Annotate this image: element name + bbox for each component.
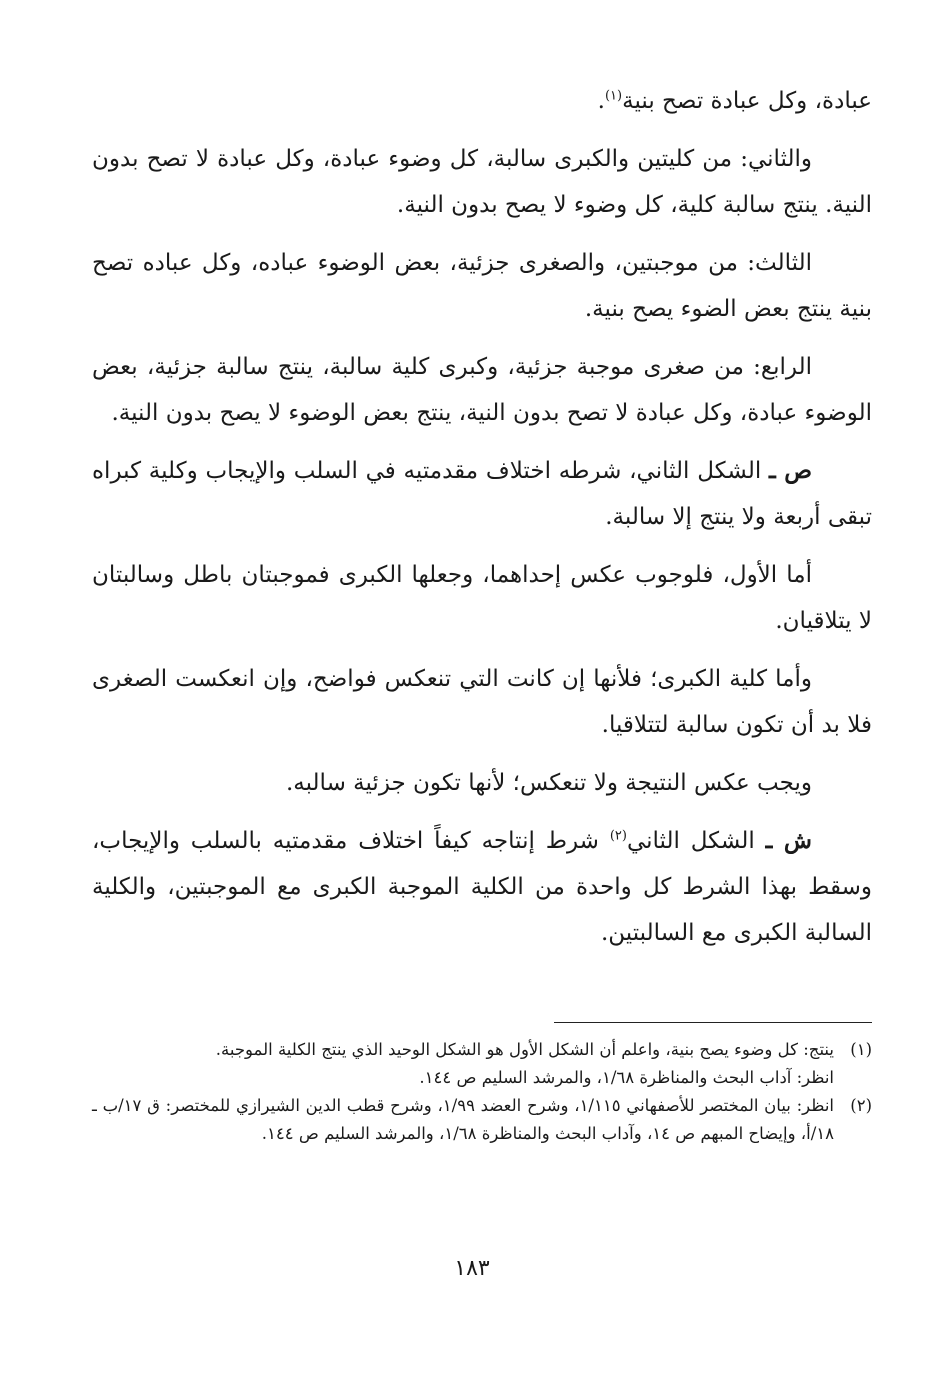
footnote-1 [92, 1036, 872, 1064]
section-marker-shin: ش ـ [765, 827, 812, 854]
footnote-number: (١) [850, 1040, 872, 1059]
page-number: ١٨٣ [454, 1256, 490, 1281]
footnotes [92, 1036, 872, 1148]
footnote-body [92, 1092, 834, 1148]
paragraph-continuation [92, 78, 872, 124]
paragraph-conversion: ويجب عكس النتيجة ولا تنعكس؛ لأنها تكون جزئية سالبه. [285, 770, 812, 796]
footnote-number: (٢) [850, 1096, 872, 1115]
footnote-separator [554, 1022, 872, 1023]
paragraph-commentary-section [92, 818, 872, 956]
paragraph-text: الشكل الثاني، شرطه اختلاف مقدمتيه في السلب والإيجاب وكلية كبراه تبقى أربعة ولا ينتج إلا سالبة. [92, 458, 872, 530]
footnote-ref-2[interactable]: (٢) [609, 828, 627, 844]
paragraph-second-mood: والثاني: من كليتين والكبرى سالبة، كل وضوء عبادة، وكل عبادة لا تصح بدون النية. ينتج سالبة كلية، كل وضوء لا يصح بدون النية. [92, 146, 872, 218]
paragraph-third-mood: الثالث: من موجبتين، والصغرى جزئية، بعض الوضوء عباده، وكل عباده تصح بنية ينتج بعض الضوء يصح بنية. [92, 250, 872, 322]
footnote-text: انظر: بيان المختصر للأصفهاني ١/١١٥، وشرح العضد ١/٩٩، وشرح قطب الدين الشيرازي للمختصر: ق ١٧/ب ـ ١٨/أ، وإيضاح المبهم ص ١٤، وآداب البحث والمناظرة ١/٦٨، والمرشد السليم ص ١٤٤. [92, 1096, 835, 1143]
section-marker-sad: ص ـ [769, 457, 812, 484]
footnote-2 [92, 1092, 872, 1148]
footnote-text: ينتج: كل وضوء يصح بنية، واعلم أن الشكل الأول هو الشكل الوحيد الذي ينتج الكلية الموجبة. [215, 1040, 834, 1059]
paragraph-text: شرط إنتاجه كيفاً اختلاف مقدمتيه بالسلب والإيجاب، وسقط بهذا الشرط كل واحدة من الكلية الموجبة الكبرى مع الموجبتين، والكلية السالبة الكبرى مع السالبتين. [92, 828, 872, 946]
footnote-body [92, 1036, 834, 1064]
footnote-ref-1[interactable]: (١) [604, 88, 623, 104]
paragraph-major-universal: وأما كلية الكبرى؛ فلأنها إن كانت التي تنعكس فواضح، وإن انعكست الصغرى فلا بد أن تكون سالبة لتتلاقيا. [92, 666, 872, 738]
paragraph-first-condition: أما الأول، فلوجوب عكس إحداهما، وجعلها الكبرى فموجبتان باطل وسالبتان لا يتلاقيان. [92, 562, 872, 634]
paragraph-fourth-mood: الرابع: من صغرى موجبة جزئية، وكبرى كلية سالبة، ينتج سالبة جزئية، بعض الوضوء عبادة، وكل عبادة لا تصح بدون النية، ينتج بعض الوضوء لا يصح بدون النية. [92, 354, 872, 426]
footnote-reference-line: انظر: آداب البحث والمناظرة ١/٦٨، والمرشد السليم ص ١٤٤. [419, 1068, 834, 1087]
main-text [92, 78, 872, 968]
paragraph-text: الشكل الثاني [626, 828, 766, 854]
paragraph-end: . [597, 88, 605, 114]
paragraph-text: عبادة، وكل عبادة تصح بنية [622, 88, 872, 114]
paragraph-text-section [92, 448, 872, 540]
